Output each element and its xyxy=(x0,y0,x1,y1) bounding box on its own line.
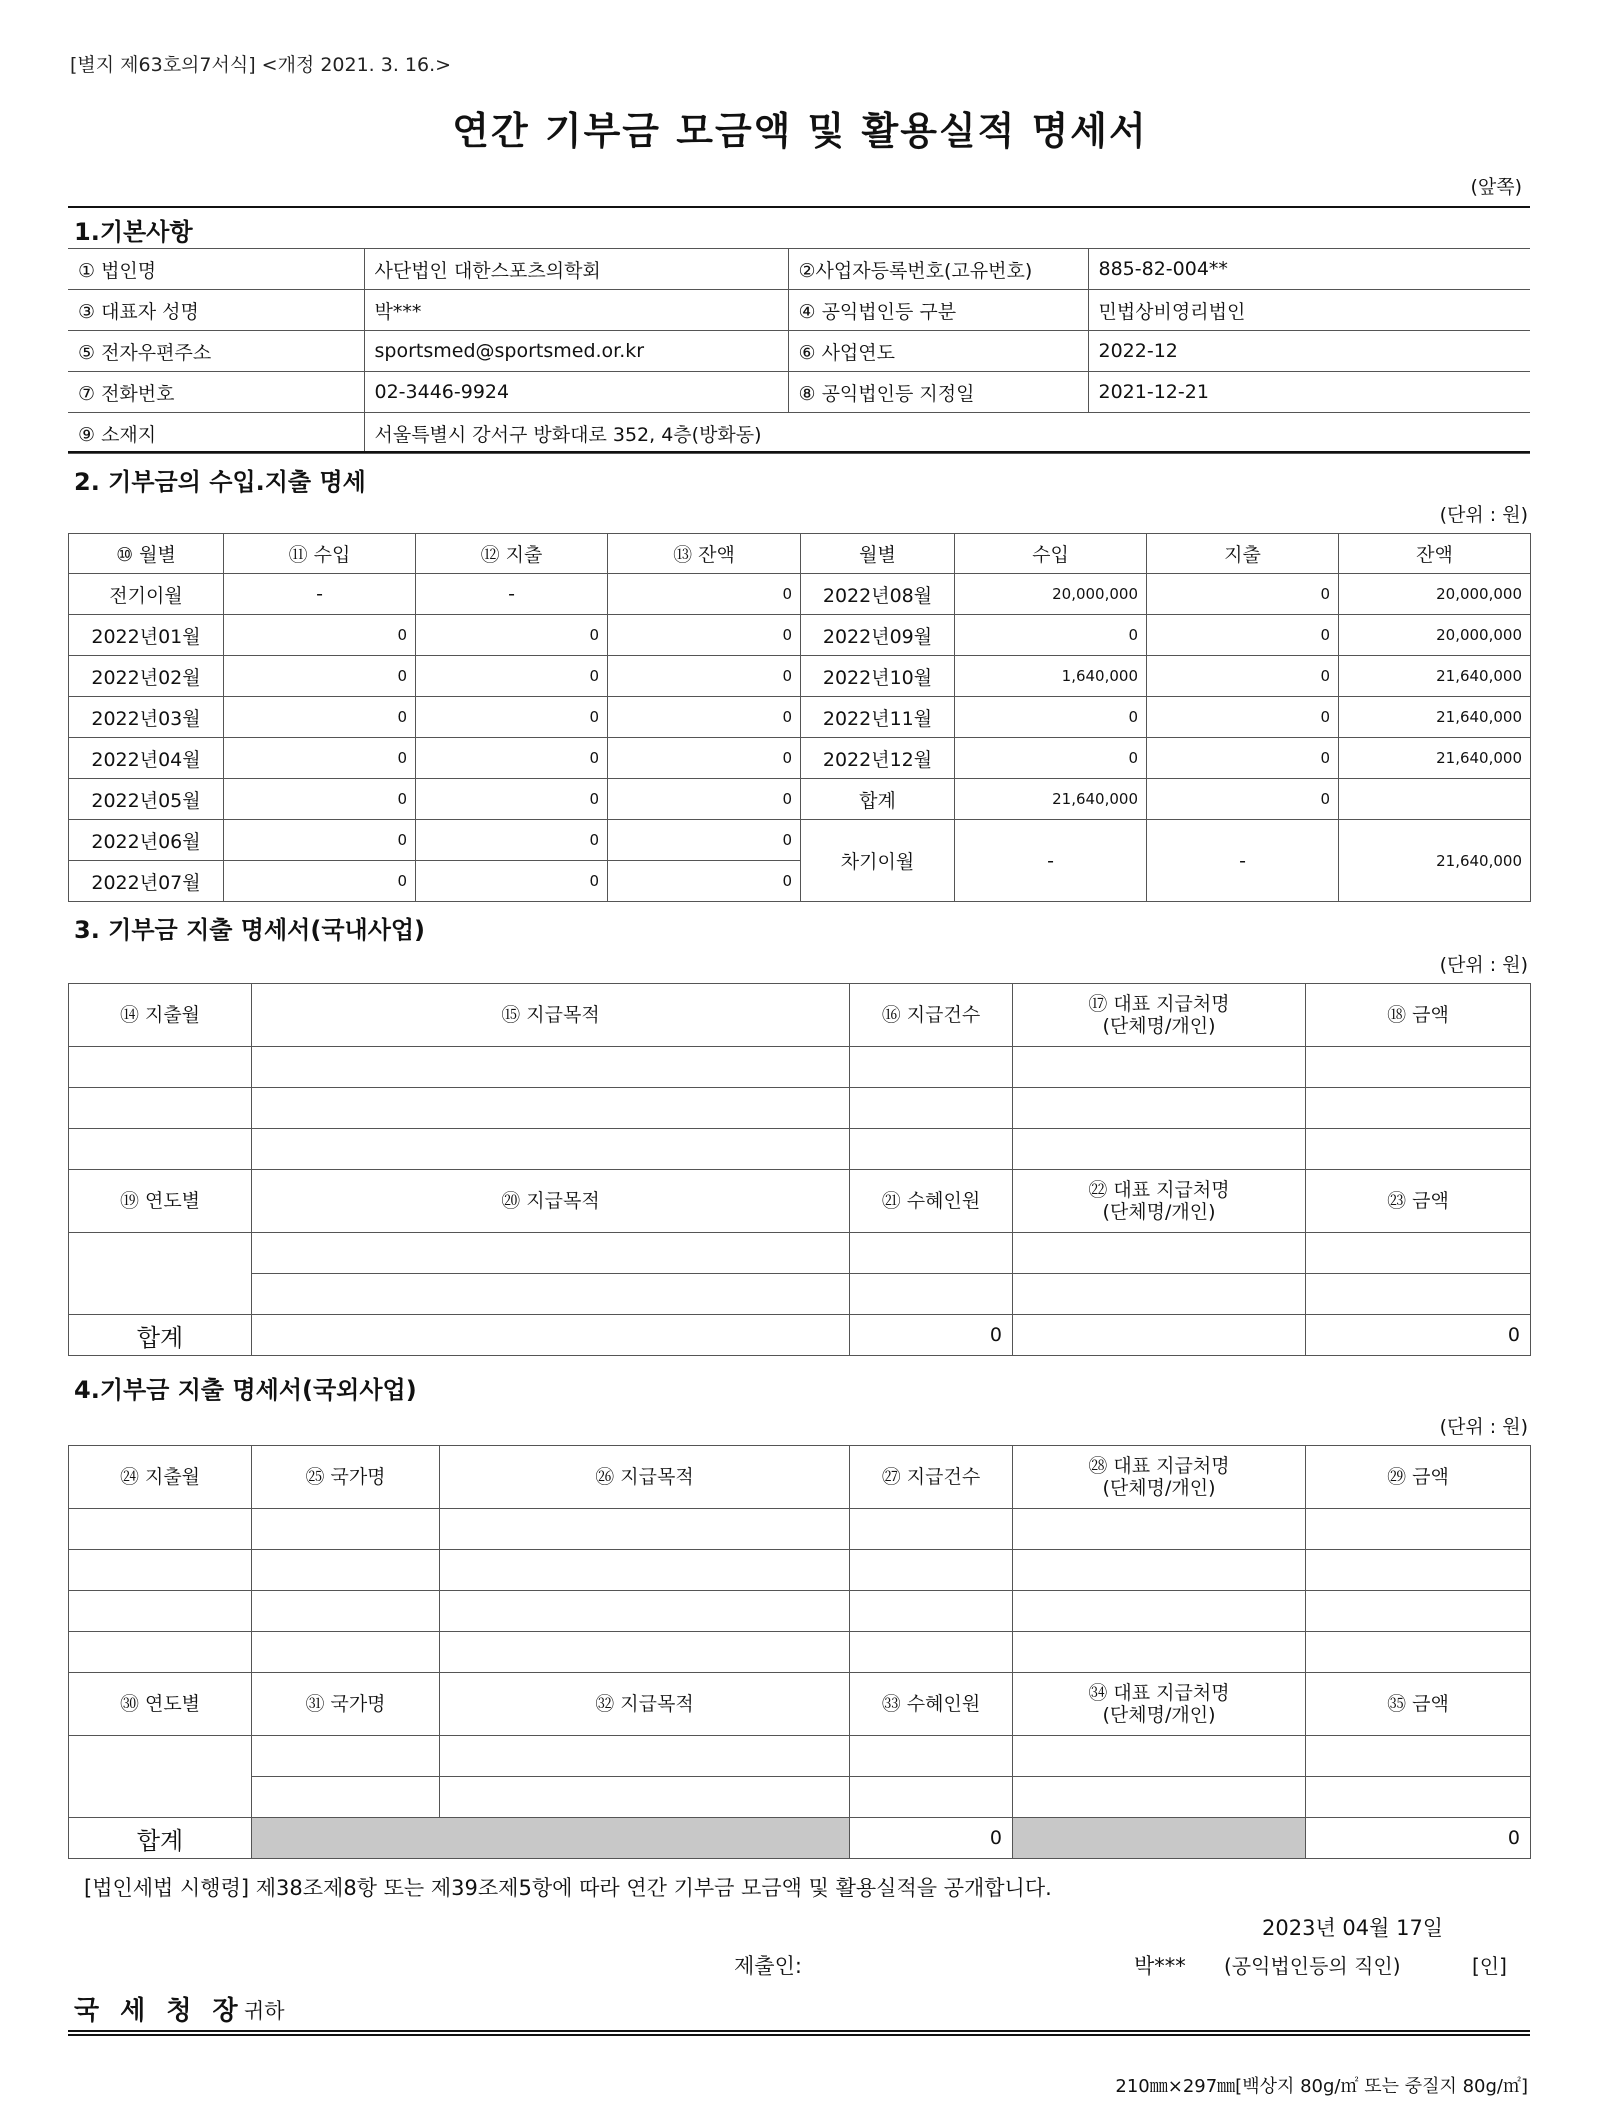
empty-cell xyxy=(252,1047,850,1088)
column-header: 지출 xyxy=(1147,534,1339,574)
value-cell: 1,640,000 xyxy=(955,656,1147,697)
value-cell: 0 xyxy=(224,656,416,697)
value-cell: 0 xyxy=(955,615,1147,656)
addressee-honorific: 귀하 xyxy=(244,1999,285,2023)
field-label: ⑤ 전자우편주소 xyxy=(68,331,364,372)
empty-cell xyxy=(1306,1129,1531,1170)
column-header-line: ⑰ 대표 지급처명 xyxy=(1088,993,1230,1015)
column-header-line: (단체명/개인) xyxy=(1102,1201,1216,1223)
column-header xyxy=(252,984,850,1047)
table-header-row xyxy=(69,984,1531,1047)
value-cell: 0 xyxy=(608,738,801,779)
section3-title: 3. 기부금 지출 명세서(국내사업) xyxy=(74,916,426,944)
empty-cell xyxy=(252,1274,850,1315)
column-header xyxy=(1306,1673,1531,1736)
total-amount: 0 xyxy=(1306,1818,1531,1859)
value-cell: 0 xyxy=(416,861,608,902)
month-cell: 2022년09월 xyxy=(801,615,955,656)
section1-bottom-rule xyxy=(68,451,1530,453)
column-header xyxy=(69,1446,252,1509)
table-row xyxy=(69,820,1531,861)
submitter-name: 박*** xyxy=(1134,1954,1186,1978)
empty-cell xyxy=(252,1550,440,1591)
empty-cell xyxy=(1306,1047,1531,1088)
basic-info-row xyxy=(68,372,1530,413)
empty-cell xyxy=(1013,1777,1306,1818)
basic-info-table xyxy=(68,248,1530,454)
addressee: 국 세 청 장 xyxy=(74,1996,244,2026)
column-header-line: ㉒ 대표 지급처명 xyxy=(1088,1179,1230,1201)
value-cell: 0 xyxy=(1147,779,1339,820)
empty-cell xyxy=(850,1777,1013,1818)
empty-cell xyxy=(440,1509,850,1550)
month-cell: 2022년10월 xyxy=(801,656,955,697)
value-cell: 0 xyxy=(608,779,801,820)
empty-cell xyxy=(252,1315,850,1356)
empty-cell xyxy=(69,1550,252,1591)
month-cell: 2022년03월 xyxy=(69,697,224,738)
value-cell: 21,640,000 xyxy=(1339,738,1531,779)
column-header: ⑫ 지출 xyxy=(416,534,608,574)
column-header xyxy=(252,1673,440,1736)
column-header xyxy=(1013,1446,1306,1509)
field-label: ④ 공익법인등 구분 xyxy=(788,290,1088,331)
empty-cell xyxy=(1013,1129,1306,1170)
column-header-line: (단체명/개인) xyxy=(1102,1015,1216,1037)
field-value: 2022-12 xyxy=(1088,331,1530,372)
document-title: 연간 기부금 모금액 및 활용실적 명세서 xyxy=(452,109,1148,153)
legal-notice: [법인세법 시행령] 제38조제8항 또는 제39조제5항에 따라 연간 기부금 모금액 및 활용실적을 공개합니다. xyxy=(84,1876,1052,1900)
column-header: 수입 xyxy=(955,534,1147,574)
empty-cell xyxy=(1306,1591,1531,1632)
column-header xyxy=(1306,1446,1531,1509)
empty-cell xyxy=(1013,1088,1306,1129)
domestic-expense-table xyxy=(68,983,1531,1356)
empty-cell xyxy=(1306,1777,1531,1818)
empty-row xyxy=(69,1047,1531,1088)
section3-unit: (단위 : 원) xyxy=(1439,954,1528,976)
column-header-line: ㉔ 지출월 xyxy=(119,1466,201,1488)
field-label: ⑦ 전화번호 xyxy=(68,372,364,413)
column-header-line: ㉘ 대표 지급처명 xyxy=(1088,1455,1230,1477)
month-cell: 2022년01월 xyxy=(69,615,224,656)
month-cell: 차기이월 xyxy=(801,820,955,902)
empty-cell xyxy=(252,1777,440,1818)
empty-cell xyxy=(1013,1509,1306,1550)
submitter-label: 제출인: xyxy=(734,1954,802,1978)
value-cell: 0 xyxy=(224,615,416,656)
table-row xyxy=(69,779,1531,820)
basic-info-row xyxy=(68,290,1530,331)
empty-cell xyxy=(69,1047,252,1088)
total-count: 0 xyxy=(850,1818,1013,1859)
value-cell: 0 xyxy=(416,738,608,779)
section1-title: 1.기본사항 xyxy=(74,218,193,246)
column-header-line: ⑮ 지급목적 xyxy=(501,1004,600,1026)
value-cell: 0 xyxy=(955,697,1147,738)
empty-cell xyxy=(440,1777,850,1818)
column-header xyxy=(1013,1170,1306,1233)
empty-cell xyxy=(252,1233,850,1274)
empty-cell xyxy=(440,1591,850,1632)
table-header-row xyxy=(69,1673,1531,1736)
column-header: 월별 xyxy=(801,534,955,574)
column-header: ⑩ 월별 xyxy=(69,534,224,574)
column-header xyxy=(1306,984,1531,1047)
month-cell: 전기이월 xyxy=(69,574,224,615)
value-cell: 21,640,000 xyxy=(1339,820,1531,902)
basic-info-row xyxy=(68,413,1530,454)
value-cell: 0 xyxy=(224,697,416,738)
column-header-line: ⑳ 지급목적 xyxy=(501,1190,600,1212)
total-row xyxy=(69,1818,1531,1859)
submission-date: 2023년 04월 17일 xyxy=(1262,1916,1444,1940)
section4-unit: (단위 : 원) xyxy=(1439,1416,1528,1438)
empty-row xyxy=(69,1274,1531,1315)
addressee-top-rule xyxy=(68,2030,1530,2032)
basic-info-row xyxy=(68,331,1530,372)
column-header xyxy=(252,1446,440,1509)
value-cell: - xyxy=(955,820,1147,902)
value-cell: 0 xyxy=(416,820,608,861)
empty-cell xyxy=(1306,1233,1531,1274)
empty-cell xyxy=(1306,1088,1531,1129)
value-cell: 21,640,000 xyxy=(1339,697,1531,738)
empty-cell xyxy=(1306,1509,1531,1550)
field-value: 서울특별시 강서구 방화대로 352, 4층(방화동) xyxy=(364,413,1530,454)
value-cell: 0 xyxy=(224,738,416,779)
section2-unit: (단위 : 원) xyxy=(1439,504,1528,526)
value-cell: 21,640,000 xyxy=(1339,656,1531,697)
column-header xyxy=(1306,1170,1531,1233)
total-label: 합계 xyxy=(69,1315,252,1356)
field-value: 885-82-004** xyxy=(1088,249,1530,290)
table-header-row xyxy=(69,534,1531,574)
empty-cell xyxy=(252,1632,440,1673)
value-cell: 0 xyxy=(416,615,608,656)
column-header-line: ㉗ 지급건수 xyxy=(881,1466,981,1488)
column-header-line: ⑯ 지급건수 xyxy=(881,1004,981,1026)
column-header-line: ⑱ 금액 xyxy=(1387,1004,1449,1026)
section2-title: 2. 기부금의 수입.지출 명세 xyxy=(74,468,366,496)
total-row xyxy=(69,1315,1531,1356)
form-number: [별지 제63호의7서식] <개정 2021. 3. 16.> xyxy=(70,54,452,76)
paper-spec: 210㎜×297㎜[백상지 80g/㎡ 또는 중질지 80g/㎡] xyxy=(1115,2076,1528,2097)
value-cell: - xyxy=(1147,820,1339,902)
empty-cell xyxy=(69,1736,252,1818)
value-cell: - xyxy=(224,574,416,615)
empty-cell xyxy=(1306,1550,1531,1591)
column-header: ⑬ 잔액 xyxy=(608,534,801,574)
empty-cell xyxy=(850,1591,1013,1632)
value-cell: 0 xyxy=(608,656,801,697)
column-header-line: ㉜ 지급목적 xyxy=(595,1693,694,1715)
empty-row xyxy=(69,1550,1531,1591)
value-cell: 20,000,000 xyxy=(955,574,1147,615)
column-header-line: ㉖ 지급목적 xyxy=(595,1466,694,1488)
section1-top-rule xyxy=(68,206,1530,208)
empty-row xyxy=(69,1088,1531,1129)
empty-cell xyxy=(440,1550,850,1591)
value-cell: 0 xyxy=(608,697,801,738)
empty-cell xyxy=(69,1088,252,1129)
income-expense-table xyxy=(68,533,1531,902)
table-row xyxy=(69,656,1531,697)
month-cell: 2022년11월 xyxy=(801,697,955,738)
table-row xyxy=(69,574,1531,615)
submitter-role: (공익법인등의 직인) xyxy=(1224,1954,1401,1978)
value-cell: 0 xyxy=(416,779,608,820)
empty-cell xyxy=(1013,1736,1306,1777)
month-cell: 2022년05월 xyxy=(69,779,224,820)
empty-cell xyxy=(1013,1591,1306,1632)
empty-cell xyxy=(850,1129,1013,1170)
table-row xyxy=(69,738,1531,779)
month-cell: 2022년08월 xyxy=(801,574,955,615)
field-value: 2021-12-21 xyxy=(1088,372,1530,413)
empty-row xyxy=(69,1233,1531,1274)
empty-cell xyxy=(1013,1315,1306,1356)
value-cell: 0 xyxy=(608,861,801,902)
column-header xyxy=(69,1673,252,1736)
field-value: 박*** xyxy=(364,290,788,331)
empty-cell xyxy=(1013,1550,1306,1591)
value-cell: 0 xyxy=(608,615,801,656)
empty-cell xyxy=(850,1088,1013,1129)
column-header-line: ㉛ 국가명 xyxy=(305,1693,386,1715)
shaded-cell xyxy=(252,1818,850,1859)
value-cell: 0 xyxy=(608,820,801,861)
column-header xyxy=(69,1170,252,1233)
column-header-line: ⑭ 지출월 xyxy=(119,1004,201,1026)
column-header-line: ㉚ 연도별 xyxy=(119,1693,201,1715)
section4-title: 4.기부금 지출 명세서(국외사업) xyxy=(74,1376,417,1404)
empty-cell xyxy=(69,1632,252,1673)
column-header xyxy=(1013,984,1306,1047)
column-header xyxy=(850,1673,1013,1736)
field-label: ① 법인명 xyxy=(68,249,364,290)
value-cell: 21,640,000 xyxy=(955,779,1147,820)
value-cell: - xyxy=(416,574,608,615)
table-header-row xyxy=(69,1446,1531,1509)
value-cell: 0 xyxy=(608,574,801,615)
empty-cell xyxy=(1013,1632,1306,1673)
column-header: ⑪ 수입 xyxy=(224,534,416,574)
value-cell: 0 xyxy=(224,779,416,820)
table-header-row xyxy=(69,1170,1531,1233)
month-cell: 2022년07월 xyxy=(69,861,224,902)
column-header-line: (단체명/개인) xyxy=(1102,1477,1216,1499)
total-count: 0 xyxy=(850,1315,1013,1356)
empty-cell xyxy=(850,1736,1013,1777)
column-header xyxy=(440,1673,850,1736)
empty-cell xyxy=(69,1509,252,1550)
column-header-line: (단체명/개인) xyxy=(1102,1704,1216,1726)
empty-cell xyxy=(850,1274,1013,1315)
empty-cell xyxy=(69,1591,252,1632)
total-amount: 0 xyxy=(1306,1315,1531,1356)
month-cell: 2022년06월 xyxy=(69,820,224,861)
field-label: ⑨ 소재지 xyxy=(68,413,364,454)
value-cell: 0 xyxy=(416,697,608,738)
empty-cell xyxy=(252,1736,440,1777)
empty-cell xyxy=(252,1088,850,1129)
column-header-line: ㉟ 금액 xyxy=(1387,1693,1449,1715)
empty-row xyxy=(69,1591,1531,1632)
total-label: 합계 xyxy=(69,1818,252,1859)
empty-cell xyxy=(252,1591,440,1632)
field-label: ⑥ 사업연도 xyxy=(788,331,1088,372)
seal-mark: [인] xyxy=(1472,1954,1507,1978)
table-row xyxy=(69,697,1531,738)
value-cell: 0 xyxy=(1147,738,1339,779)
field-value: 02-3446-9924 xyxy=(364,372,788,413)
empty-cell xyxy=(850,1233,1013,1274)
empty-cell xyxy=(1013,1233,1306,1274)
month-cell: 합계 xyxy=(801,779,955,820)
basic-info-row xyxy=(68,249,1530,290)
value-cell: 0 xyxy=(224,861,416,902)
empty-cell xyxy=(252,1129,850,1170)
footer-rule xyxy=(68,2034,1530,2036)
month-cell: 2022년04월 xyxy=(69,738,224,779)
column-header-line: ㉓ 금액 xyxy=(1387,1190,1449,1212)
field-value: sportsmed@sportsmed.or.kr xyxy=(364,331,788,372)
empty-cell xyxy=(850,1632,1013,1673)
field-value: 사단법인 대한스포츠의학회 xyxy=(364,249,788,290)
shaded-cell xyxy=(1013,1818,1306,1859)
empty-row xyxy=(69,1129,1531,1170)
field-label: ⑧ 공익법인등 지정일 xyxy=(788,372,1088,413)
empty-cell xyxy=(1013,1274,1306,1315)
empty-cell xyxy=(850,1550,1013,1591)
empty-cell xyxy=(69,1233,252,1315)
empty-cell xyxy=(1013,1047,1306,1088)
column-header xyxy=(850,1170,1013,1233)
empty-cell xyxy=(440,1632,850,1673)
value-cell: 0 xyxy=(416,656,608,697)
column-header: 잔액 xyxy=(1339,534,1531,574)
empty-cell xyxy=(1306,1736,1531,1777)
column-header xyxy=(850,984,1013,1047)
column-header xyxy=(850,1446,1013,1509)
empty-row xyxy=(69,1736,1531,1777)
field-label: ②사업자등록번호(고유번호) xyxy=(788,249,1088,290)
column-header xyxy=(1013,1673,1306,1736)
value-cell: 20,000,000 xyxy=(1339,615,1531,656)
value-cell: 0 xyxy=(224,820,416,861)
column-header-line: ㉞ 대표 지급처명 xyxy=(1088,1682,1230,1704)
column-header-line: ㉑ 수혜인원 xyxy=(881,1190,981,1212)
empty-cell xyxy=(440,1736,850,1777)
value-cell: 0 xyxy=(1147,574,1339,615)
value-cell: 0 xyxy=(955,738,1147,779)
empty-cell xyxy=(1306,1632,1531,1673)
empty-row xyxy=(69,1509,1531,1550)
value-cell: 20,000,000 xyxy=(1339,574,1531,615)
empty-cell xyxy=(1306,1274,1531,1315)
empty-cell xyxy=(252,1509,440,1550)
empty-cell xyxy=(69,1129,252,1170)
column-header xyxy=(252,1170,850,1233)
value-cell: 0 xyxy=(1147,697,1339,738)
overseas-expense-table xyxy=(68,1445,1531,1859)
value-cell: 0 xyxy=(1147,615,1339,656)
field-label: ③ 대표자 성명 xyxy=(68,290,364,331)
month-cell: 2022년12월 xyxy=(801,738,955,779)
value-cell: 0 xyxy=(1147,656,1339,697)
empty-row xyxy=(69,1632,1531,1673)
page-side-label: (앞쪽) xyxy=(1470,176,1522,198)
column-header-line: ㉝ 수혜인원 xyxy=(881,1693,981,1715)
field-value: 민법상비영리법인 xyxy=(1088,290,1530,331)
empty-cell xyxy=(850,1509,1013,1550)
column-header-line: ⑲ 연도별 xyxy=(119,1190,201,1212)
value-cell xyxy=(1339,779,1531,820)
empty-row xyxy=(69,1777,1531,1818)
column-header-line: ㉙ 금액 xyxy=(1387,1466,1449,1488)
column-header-line: ㉕ 국가명 xyxy=(305,1466,386,1488)
month-cell: 2022년02월 xyxy=(69,656,224,697)
table-row xyxy=(69,615,1531,656)
column-header xyxy=(440,1446,850,1509)
column-header xyxy=(69,984,252,1047)
empty-cell xyxy=(850,1047,1013,1088)
